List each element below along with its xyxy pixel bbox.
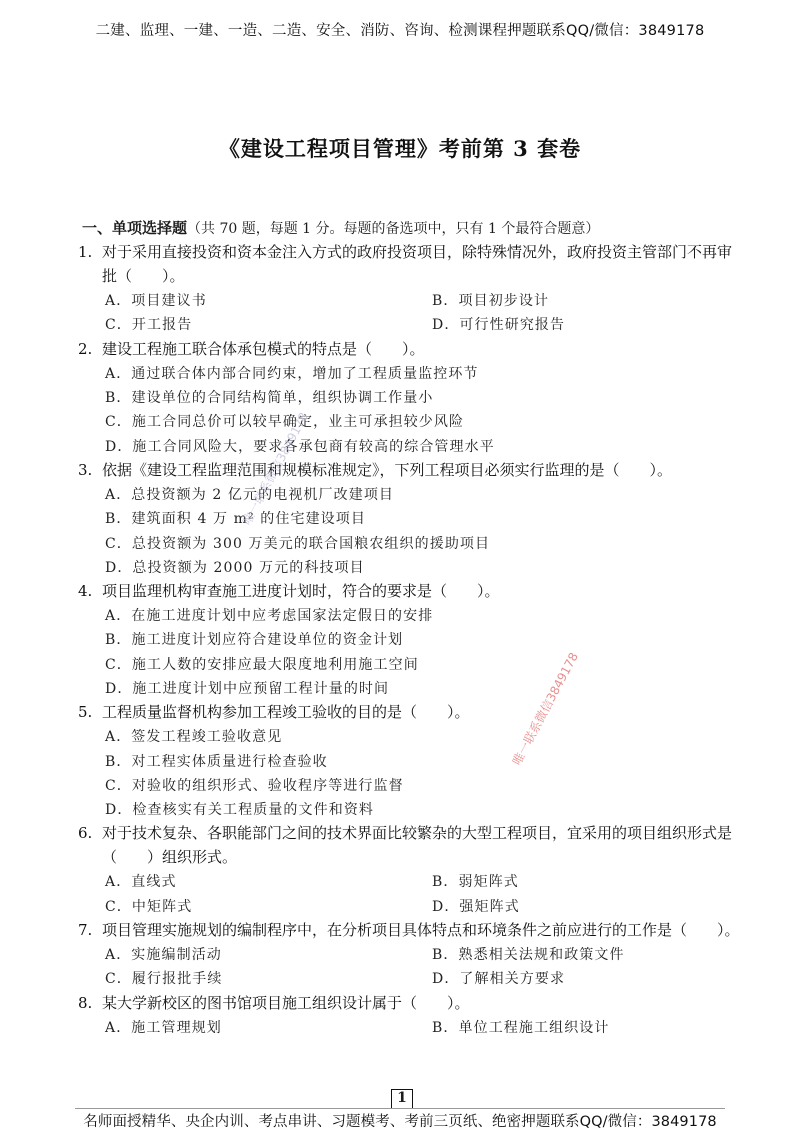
option-b: B．建设单位的合同结构简单，组织协调工作量小 [105, 390, 434, 407]
question-3 [0, 458, 800, 579]
option-d: D．强矩阵式 [432, 898, 520, 915]
question-number: 7. [78, 920, 93, 939]
option-list [0, 942, 800, 991]
option-c: C．施工合同总价可以较早确定，业主可承担较少风险 [105, 414, 465, 431]
option-d: D．检查核实有关工程质量的文件和资料 [105, 802, 375, 819]
question-text: 对于技术复杂、各职能部门之间的技术界面比较繁杂的大型工程项目，宜采用的项目组织形式是（ ）组织形式。 [102, 824, 733, 867]
option-list [0, 1015, 800, 1039]
option-d: D．总投资额为 2000 万元的科技项目 [105, 559, 365, 576]
option-list [0, 361, 800, 458]
option-b: B．建筑面积 4 万 m² 的住宅建设项目 [105, 511, 366, 528]
question-6 [0, 821, 800, 918]
question-number: 6. [78, 824, 93, 843]
section-heading [82, 217, 599, 238]
bottom-banner: 名师面授精华、央企内训、考点串讲、习题模考、考前三页纸、绝密押题联系QQ/微信：3849178 [83, 1114, 717, 1130]
option-list [0, 724, 800, 821]
option-a: A．项目建议书 [105, 293, 207, 310]
page-number: 1 [391, 1089, 413, 1109]
option-c: C．总投资额为 300 万美元的联合国粮农组织的援助项目 [105, 535, 491, 552]
option-a: A．总投资额为 2 亿元的电视机厂改建项目 [105, 486, 395, 503]
document-title: 《建设工程项目管理》考前第 3 套卷 [218, 136, 582, 161]
section-label: 一、单项选择题 [82, 219, 188, 237]
question-text: 建设工程施工联合体承包模式的特点是（ ）。 [102, 339, 425, 358]
option-list [0, 482, 800, 579]
option-list [0, 603, 800, 700]
option-a: A．通过联合体内部合同约束，增加了工程质量监控环节 [105, 365, 479, 382]
question-number: 8. [78, 993, 93, 1012]
footer-rule [75, 1108, 725, 1109]
question-number: 1. [78, 243, 93, 261]
option-list [0, 869, 800, 918]
option-c: C．中矩阵式 [105, 898, 193, 915]
option-c: C．履行报批手续 [105, 971, 223, 988]
question-text: 工程质量监督机构参加工程竣工验收的目的是（ ）。 [102, 703, 470, 722]
question-text: 某大学新校区的图书馆项目施工组织设计属于（ ）。 [102, 993, 470, 1012]
question-text: 项目管理实施规划的编制程序中，在分析项目具体特点和环境条件之前应进行的工作是（ ）。 [102, 920, 740, 939]
question-7 [0, 918, 800, 991]
top-banner: 二建、监理、一建、一造、二造、安全、消防、咨询、检测课程押题联系QQ/微信：3849178 [95, 23, 705, 39]
option-b: B．单位工程施工组织设计 [432, 1019, 610, 1036]
option-d: D．可行性研究报告 [432, 317, 566, 334]
section-note: （共 70 题，每题 1 分。每题的备选项中，只有 1 个最符合题意） [187, 221, 600, 237]
question-2 [0, 337, 800, 458]
option-a: A．签发工程竣工验收意见 [105, 729, 283, 746]
question-text: 对于采用直接投资和资本金注入方式的政府投资项目，除特殊情况外，政府投资主管部门不再审批（ ）。 [102, 243, 733, 285]
question-number: 5. [78, 703, 93, 722]
option-d: D．了解相关方要求 [432, 971, 566, 988]
question-stem [0, 821, 800, 869]
option-a: A．施工管理规划 [105, 1019, 222, 1036]
watermark-faint: 唯一联系微信3849178 [239, 410, 312, 528]
question-stem [0, 337, 800, 361]
question-5 [0, 700, 800, 821]
question-number: 2. [78, 339, 93, 358]
option-a: A．实施编制活动 [105, 947, 222, 964]
option-d: D．施工进度计划中应预留工程计量的时间 [105, 681, 390, 697]
option-c: C．开工报告 [105, 317, 193, 334]
question-stem [0, 458, 800, 482]
question-stem [0, 918, 800, 942]
question-number: 3. [78, 460, 93, 479]
option-c: C．对验收的组织形式、验收程序等进行监督 [105, 777, 404, 794]
option-a: A．在施工进度计划中应考虑国家法定假日的安排 [105, 608, 434, 625]
option-d: D．施工合同风险大，要求各承包商有较高的综合管理水平 [105, 438, 495, 455]
watermark: 唯一联系微信3849178 [509, 650, 582, 768]
option-b: B．对工程实体质量进行检查验收 [105, 753, 328, 770]
question-text: 依据《建设工程监理范围和规模标准规定》，下列工程项目必须实行监理的是（ ）。 [102, 460, 673, 479]
question-text: 项目监理机构审查施工进度计划时，符合的要求是（ ）。 [102, 581, 500, 600]
question-number: 4. [78, 581, 93, 600]
question-4 [0, 579, 800, 700]
option-b: B．弱矩阵式 [432, 874, 519, 891]
question-stem [0, 579, 800, 603]
question-stem [0, 700, 800, 724]
question-stem [0, 240, 800, 288]
question-list [0, 240, 800, 1039]
option-b: B．项目初步设计 [432, 293, 550, 310]
option-b: B．施工进度计划应符合建设单位的资金计划 [105, 632, 404, 649]
question-8 [0, 991, 800, 1039]
option-c: C．施工人数的安排应最大限度地利用施工空间 [105, 656, 419, 673]
question-1 [0, 240, 800, 337]
option-list [0, 288, 800, 337]
option-a: A．直线式 [105, 874, 177, 891]
question-stem [0, 991, 800, 1015]
option-b: B．熟悉相关法规和政策文件 [432, 947, 625, 964]
